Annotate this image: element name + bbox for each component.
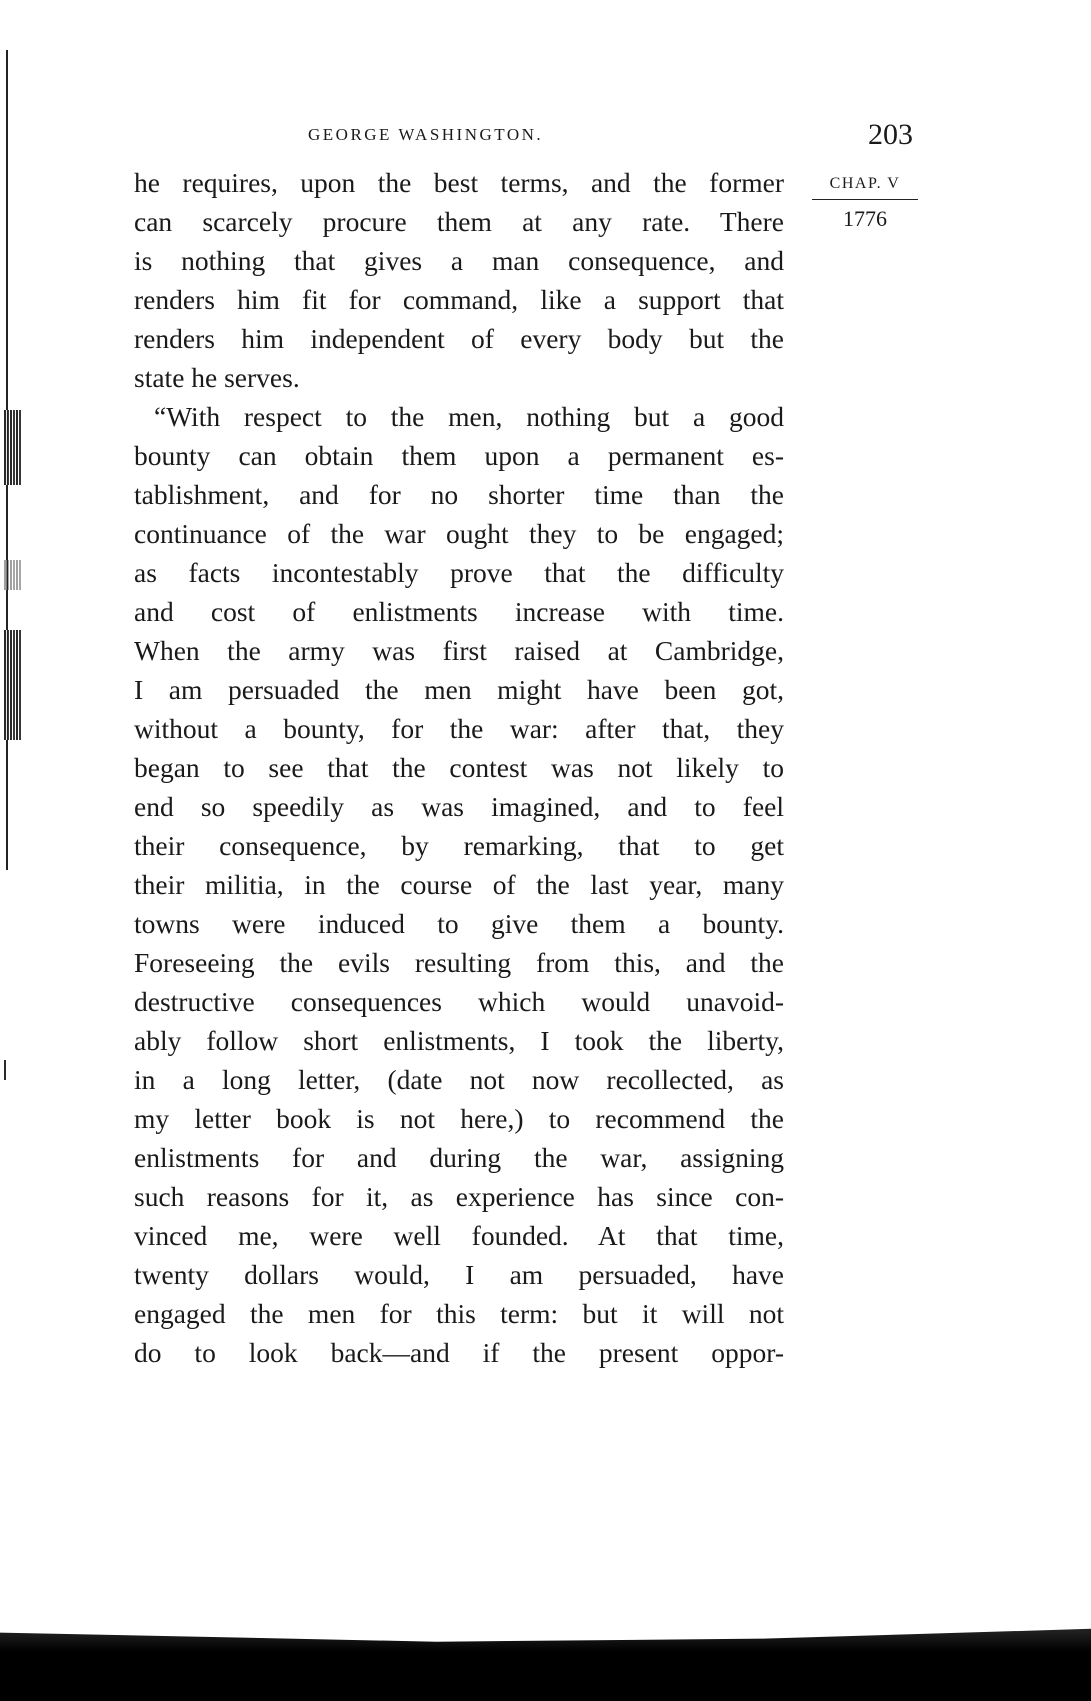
text-line: end so speedily as was imagined, and to feel bbox=[134, 791, 784, 822]
body-text bbox=[134, 163, 784, 1372]
text-line: I am persuaded the men might have been got, bbox=[134, 674, 784, 705]
text-line: began to see that the contest was not likely to bbox=[134, 752, 784, 783]
text-line: twenty dollars would, I am persuaded, have bbox=[134, 1259, 784, 1290]
text-line: renders him fit for command, like a support that bbox=[134, 284, 784, 315]
text-line: ably follow short enlistments, I took the liberty, bbox=[134, 1025, 784, 1056]
text-line: their militia, in the course of the last year, many bbox=[134, 869, 784, 900]
text-line: towns were induced to give them a bounty. bbox=[134, 908, 784, 939]
text-line: such reasons for it, as experience has since con- bbox=[134, 1181, 784, 1212]
scan-artifact bbox=[4, 560, 22, 590]
text-line: my letter book is not here,) to recommend the bbox=[134, 1103, 784, 1134]
text-line: as facts incontestably prove that the difficulty bbox=[134, 557, 784, 588]
scan-shadow bbox=[0, 1625, 1091, 1701]
text-line: When the army was first raised at Cambridge, bbox=[134, 635, 784, 666]
text-line: continuance of the war ought they to be engaged; bbox=[134, 518, 784, 549]
margin-rule bbox=[812, 199, 918, 200]
text-line: their consequence, by remarking, that to get bbox=[134, 830, 784, 861]
text-line: enlistments for and during the war, assigning bbox=[134, 1142, 784, 1173]
scan-artifact bbox=[4, 1060, 7, 1080]
scan-artifact bbox=[4, 410, 22, 485]
text-line: without a bounty, for the war: after that, they bbox=[134, 713, 784, 744]
running-head: GEORGE WASHINGTON. bbox=[308, 125, 544, 144]
text-line: state he serves. bbox=[134, 362, 300, 393]
text-line: bounty can obtain them upon a permanent es- bbox=[134, 440, 784, 471]
scan-artifact bbox=[4, 630, 22, 740]
text-line: Foreseeing the evils resulting from this, and the bbox=[134, 947, 784, 978]
text-line: “With respect to the men, nothing but a good bbox=[154, 401, 784, 432]
text-line: is nothing that gives a man consequence, and bbox=[134, 245, 784, 276]
text-line: destructive consequences which would unavoid- bbox=[134, 986, 784, 1017]
text-line: renders him independent of every body but the bbox=[134, 323, 784, 354]
text-line: can scarcely procure them at any rate. There bbox=[134, 206, 784, 237]
margin-note bbox=[812, 175, 918, 232]
text-line: tablishment, and for no shorter time than the bbox=[134, 479, 784, 510]
text-line: he requires, upon the best terms, and the former bbox=[134, 167, 784, 198]
text-line: and cost of enlistments increase with time. bbox=[134, 596, 784, 627]
text-line: in a long letter, (date not now recollected, as bbox=[134, 1064, 784, 1095]
chapter-label: CHAP. V bbox=[829, 175, 901, 192]
text-line: do to look back—and if the present oppor- bbox=[134, 1337, 784, 1368]
year-label: 1776 bbox=[843, 206, 887, 231]
text-line: engaged the men for this term: but it will not bbox=[134, 1298, 784, 1329]
text-line: vinced me, were well founded. At that time, bbox=[134, 1220, 784, 1251]
page-number: 203 bbox=[868, 118, 913, 151]
